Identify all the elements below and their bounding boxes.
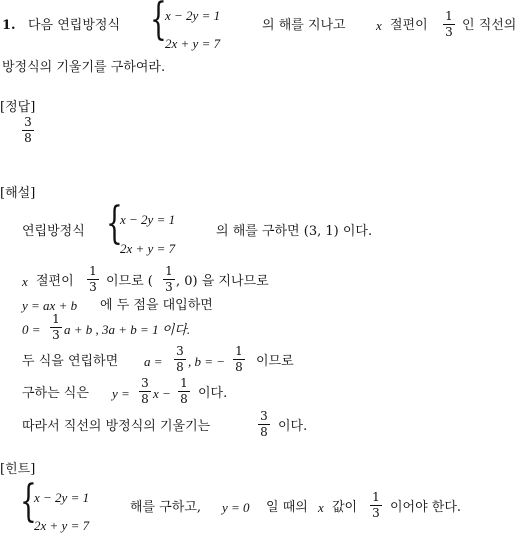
solution-header: [해설] (0, 186, 36, 201)
solution-s6-d: 이다. (198, 386, 228, 401)
solution-s4-b: a + b , 3a + b = 1 이다. (64, 322, 191, 337)
solution-s4-a: 0 = (22, 322, 41, 337)
solution-s2-point-fraction: 1 3 (163, 265, 175, 294)
solution-s7-fraction: 3 8 (258, 410, 270, 439)
hint-text-d: 값이 (332, 500, 358, 515)
solution-s1-pre: 연립방정식 (22, 224, 85, 239)
problem-number: 1. (2, 18, 16, 33)
system-brace: { (150, 0, 167, 45)
solution-s7-b: 이다. (278, 419, 308, 434)
hint-header: [힌트] (0, 462, 36, 477)
hint-fraction: 1 3 (370, 491, 382, 520)
problem-text-mid3: 인 직선의 (462, 18, 517, 33)
hint-text-b: y = 0 (222, 500, 250, 515)
intercept-fraction: 1 3 (443, 10, 455, 39)
problem-intro: 다음 연립방정식 (28, 18, 121, 33)
system-brace: { (106, 198, 123, 249)
solution-s5-a: 두 식을 연립하면 (22, 354, 119, 369)
solution-s2-a: 절편이 (36, 274, 74, 289)
solution-s6-b: y = (112, 386, 130, 401)
solution-s7-a: 따라서 직선의 방정식의 기울기는 (22, 419, 211, 434)
solution-eq1: x − 2y = 1 (120, 212, 176, 227)
solution-eq2: 2x + y = 7 (120, 241, 176, 256)
problem-line2: 방정식의 기울기를 구하여라. (2, 60, 166, 75)
solution-s6-a: 구하는 식은 (22, 386, 89, 401)
system-brace: { (20, 476, 37, 527)
solution-s5-b: a = (144, 354, 163, 369)
problem-x-var: x (376, 18, 382, 33)
answer-header: [정답] (0, 100, 36, 115)
solution-s5-fraction-b: 1 8 (233, 345, 245, 374)
solution-s5-fraction-a: 3 8 (174, 345, 186, 374)
solution-s3-text: 에 두 점을 대입하면 (100, 298, 213, 313)
solution-s3-eq: y = ax + b (22, 298, 78, 313)
problem-eq1: x − 2y = 1 (165, 8, 221, 23)
answer-fraction: 3 8 (22, 116, 34, 145)
solution-s5-d: 이므로 (256, 354, 294, 369)
solution-s6-fraction-a: 3 8 (139, 377, 151, 406)
solution-s2-b: 이므로 ( (106, 274, 153, 289)
hint-x-var: x (318, 500, 324, 515)
solution-s6-fraction-b: 1 8 (178, 377, 190, 406)
hint-eq2: 2x + y = 7 (34, 518, 90, 533)
hint-text-a: 해를 구하고, (130, 500, 202, 515)
solution-s1-post: 의 해를 구하면 (3, 1) 이다. (216, 224, 373, 239)
hint-eq1: x − 2y = 1 (34, 490, 90, 505)
hint-text-e: 이어야 한다. (390, 500, 462, 515)
solution-s6-c: x − (153, 386, 171, 401)
problem-text-mid1: 의 해를 지나고 (262, 18, 346, 33)
problem-text-mid2: 절편이 (390, 18, 428, 33)
solution-s2-c: , 0) 을 지나므로 (176, 274, 269, 289)
solution-s2-fraction: 1 3 (87, 265, 99, 294)
problem-eq2: 2x + y = 7 (165, 36, 221, 51)
solution-s5-c: , b = − (188, 354, 226, 369)
solution-s4-fraction: 1 3 (50, 313, 62, 342)
solution-s2-x: x (22, 274, 28, 289)
hint-text-c: 일 때의 (266, 500, 308, 515)
